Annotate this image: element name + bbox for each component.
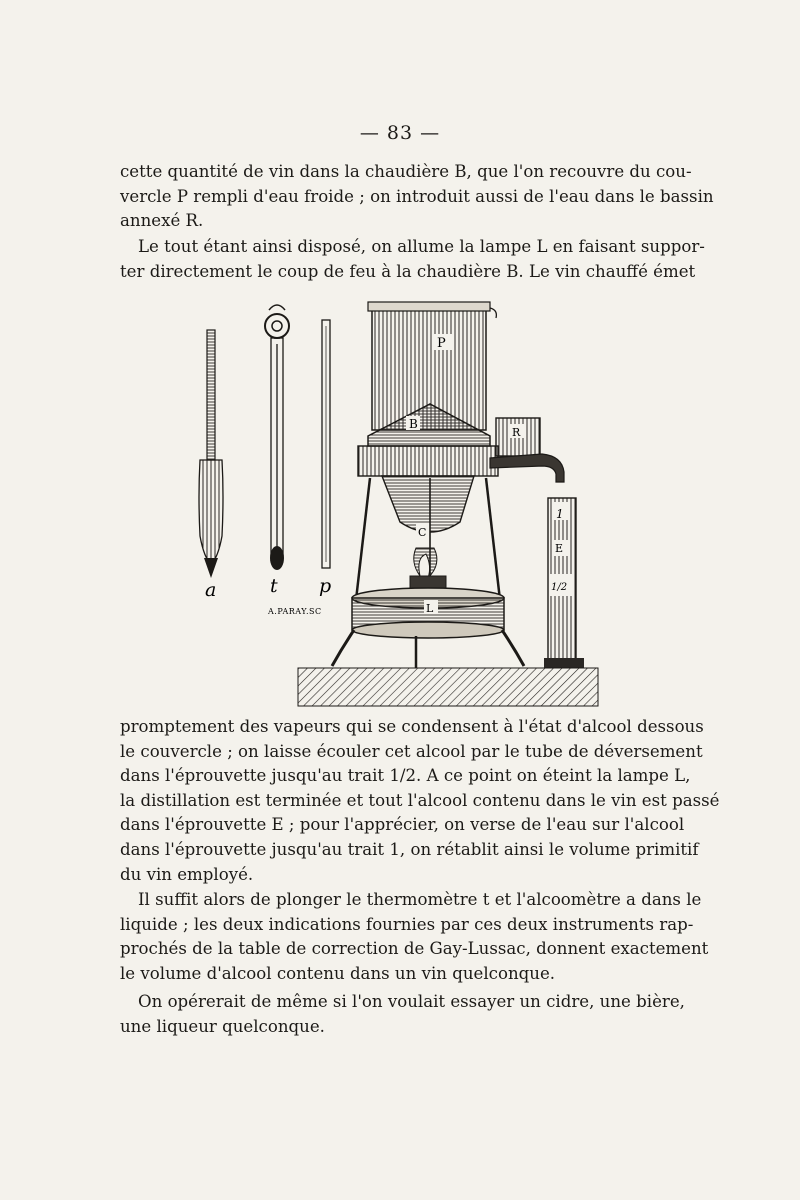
text-line: On opérerait de même si l'on voulait essayer un cidre, une bière, xyxy=(138,992,685,1011)
text-line: dans l'éprouvette jusqu'au trait 1, on rétablit ainsi le volume primitif xyxy=(120,839,699,859)
distillation-apparatus-figure xyxy=(170,296,610,710)
text-line: dans l'éprouvette E ; pour l'apprécier, on verse de l'eau sur l'alcool xyxy=(120,815,685,835)
paragraph-distillation xyxy=(120,715,720,887)
text-line: du vin employé. xyxy=(120,864,254,884)
text-line: le volume d'alcool contenu dans un vin quelconque. xyxy=(120,963,556,983)
figure-label-C: C xyxy=(418,526,427,539)
graduated-cylinder xyxy=(544,498,584,668)
text-line: le couvercle ; on laisse écouler cet alcool par le tube de déversement xyxy=(120,741,703,761)
figure-label-a: a xyxy=(205,579,217,601)
flame xyxy=(414,548,437,578)
text-line: prochés de la table de correction de Gay-Lussac, donnent exactement xyxy=(120,939,709,959)
text-line: Il suffit alors de plonger le thermomètre t et l'alcoomètre a dans le xyxy=(138,890,702,909)
figure-label-E: E xyxy=(555,542,564,555)
paragraph-lamp xyxy=(120,235,705,284)
ground-base xyxy=(298,668,598,706)
figure-label-t: t xyxy=(270,575,278,597)
text-line: ter directement le coup de feu à la chaudière B. Le vin chauffé émet xyxy=(120,261,696,281)
paragraph-other-liquids xyxy=(120,990,685,1039)
spirit-lamp xyxy=(332,576,524,668)
text-line: dans l'éprouvette jusqu'au trait 1/2. A ce point on éteint la lampe L, xyxy=(120,766,691,786)
graduation-mark-1: 1 xyxy=(556,507,564,521)
pipette-instrument xyxy=(322,320,330,568)
text-line: vercle P rempli d'eau froide ; on introduit aussi de l'eau dans le bassin xyxy=(120,186,714,206)
text-line: une liqueur quelconque. xyxy=(120,1016,325,1036)
figure-label-L: L xyxy=(426,602,434,615)
text-line: la distillation est terminée et tout l'alcool contenu dans le vin est passé xyxy=(120,790,720,810)
figure-label-B: B xyxy=(409,417,418,431)
figure-label-p: p xyxy=(319,575,332,597)
text-line: annexé R. xyxy=(120,211,204,231)
engraver-signature: A.PARAY.SC xyxy=(268,607,322,616)
figure-label-P: P xyxy=(437,336,446,351)
graduation-mark-half: 1/2 xyxy=(551,582,568,593)
text-line: Le tout étant ainsi disposé, on allume la lampe L en faisant suppor- xyxy=(138,237,705,256)
figure-label-R: R xyxy=(512,426,521,439)
text-line: liquide ; les deux indications fournies par ces deux instruments rap- xyxy=(120,914,694,934)
paragraph-measurement xyxy=(120,888,709,986)
water-basin xyxy=(490,418,564,482)
paragraph-continuation xyxy=(120,160,714,234)
text-line: promptement des vapeurs qui se condensent à l'état d'alcool dessous xyxy=(120,717,704,736)
page-number: — 83 — xyxy=(359,122,441,144)
engraving-illustration xyxy=(170,296,610,710)
thermometer-instrument xyxy=(265,305,289,570)
alcoometer-instrument xyxy=(199,330,223,578)
text-line: cette quantité de vin dans la chaudière B, que l'on recouvre du cou- xyxy=(120,162,692,181)
boiler xyxy=(358,446,498,539)
